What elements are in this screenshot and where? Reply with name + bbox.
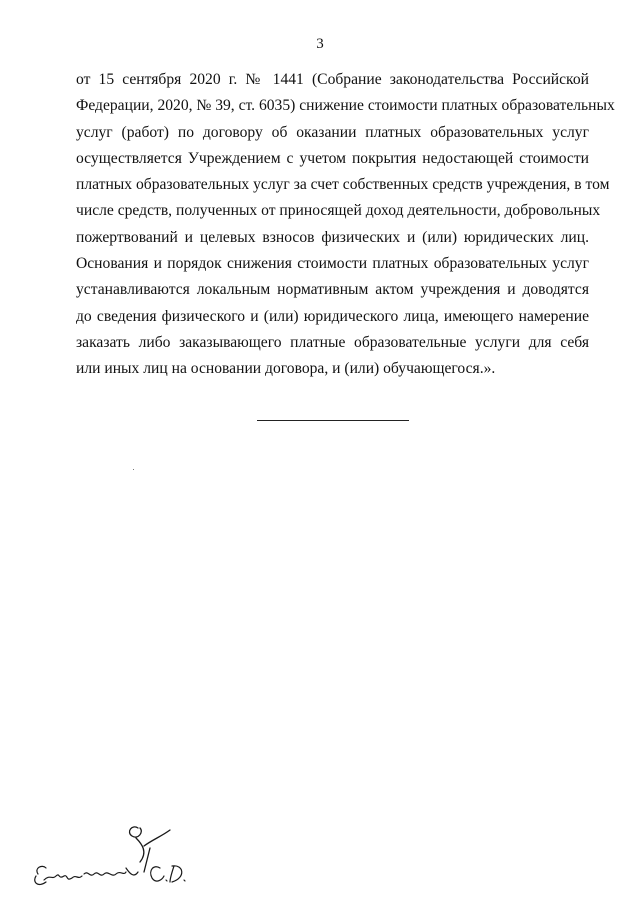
text-line: от 15 сентября 2020 г. № 1441 (Собрание законодательства Российской <box>76 71 589 88</box>
text-line: Основания и порядок снижения стоимости платных образовательных услуг <box>76 255 589 273</box>
signature-flourish <box>130 827 170 872</box>
signature-drawing <box>28 818 188 898</box>
page-number: 3 <box>316 36 324 52</box>
text-line: заказать либо заказывающего платные образовательные услуги для себя <box>76 333 589 351</box>
separator-line <box>257 420 409 421</box>
text-line: устанавливаются локальным нормативным актом учреждения и доводятся <box>76 281 589 299</box>
text-line: числе средств, полученных от приносящей доход деятельности, добровольных <box>76 202 601 220</box>
signature-initials <box>151 866 185 882</box>
body-paragraph <box>76 67 615 383</box>
text-line: услуг (работ) по договору об оказании платных образовательных услуг <box>76 123 589 141</box>
text-line: пожертвований и целевых взносов физических и (или) юридических лиц. <box>76 228 589 246</box>
text-line: платных образовательных услуг за счет собственных средств учреждения, в том <box>76 176 610 194</box>
text-line: или иных лиц на основании договора, и (или) обучающегося.». <box>76 360 496 378</box>
handwritten-signature <box>28 818 188 898</box>
scan-speck <box>133 469 134 470</box>
text-line: Федерации, 2020, № 39, ст. 6035) снижение стоимости платных образовательных <box>76 97 615 115</box>
signature-surname <box>35 866 138 884</box>
text-line: до сведения физического и (или) юридического лица, имеющего намерение <box>76 307 589 325</box>
text-line: осуществляется Учреждением с учетом покрытия недостающей стоимости <box>76 149 589 167</box>
